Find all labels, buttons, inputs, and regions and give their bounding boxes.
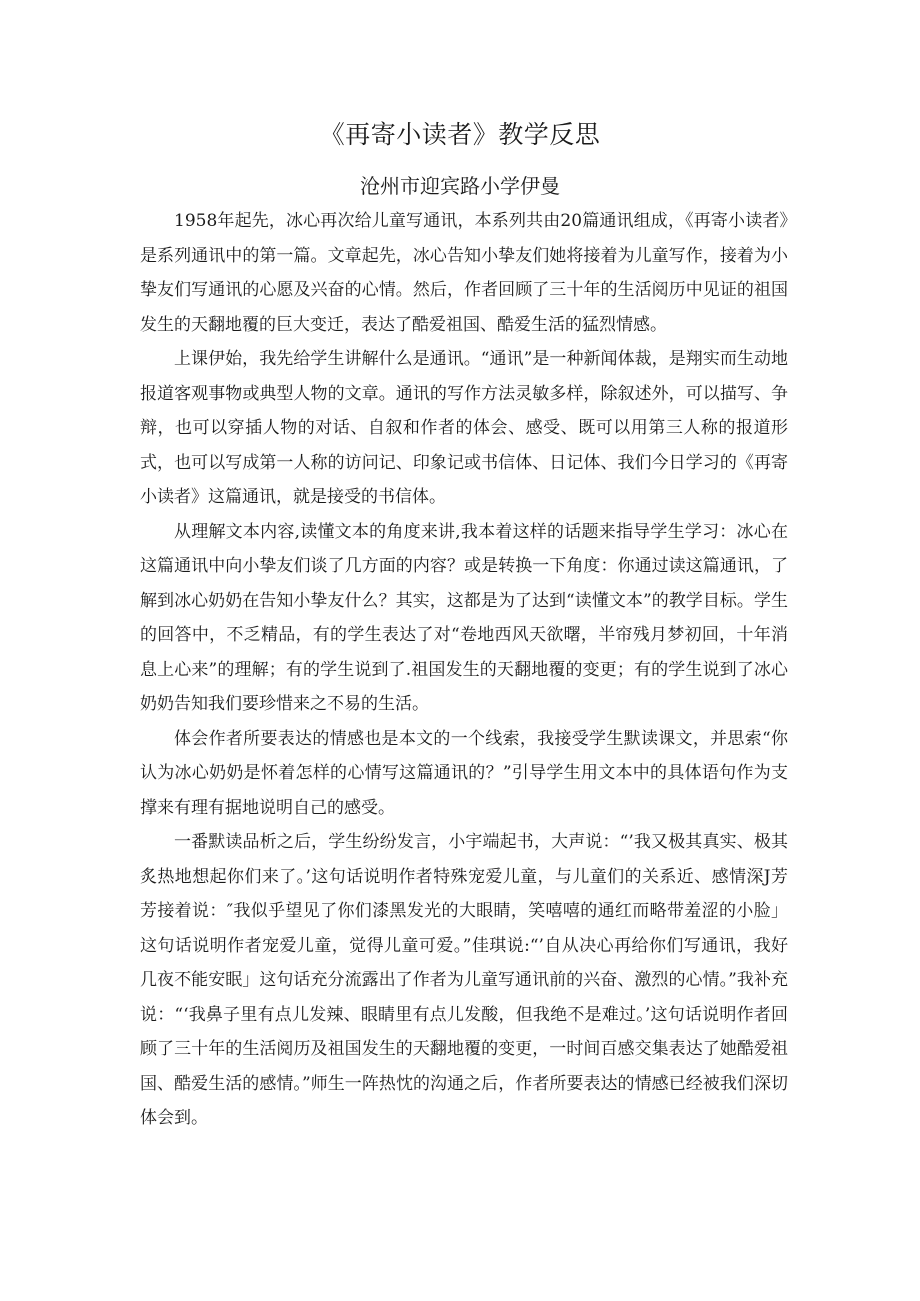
paragraph-intro: 1958年起先，冰心再次给儿童写通讯，本系列共由20篇通讯组成，《再寄小读者》是系列通讯中的第一篇。文章起先，冰心告知小挚友们她将接着为儿童写作，接着为小挚友们写通讯的心愿及兴奋的心情。然后，作者回顾了三十年的生活阅历中见证的祖国发生的天翻地覆的巨大变迁，表达了酷爱祖国、酷爱生活的猛烈情感。 <box>140 211 788 335</box>
document-title: 《再寄小读者》教学反思 <box>319 120 601 149</box>
paragraph-reading-text: 从理解文本内容,读懂文本的角度来讲,我本着这样的话题来指导学生学习：冰心在这篇通讯中向小挚友们谈了几方面的内容？或是转换一下角度：你通过读这篇通讯，了解到冰心奶奶在告知小挚友什么？其实，这都是为了达到“读懂文本”的教学目标。学生的回答中，不乏精品，有的学生表达了对“卷地西风天欲曙，半帘残月梦初回，十年消息上心来”的理解；有的学生说到了.祖国发生的天翻地覆的变更；有的学生说到了冰心奶奶告知我们要珍惜来之不易的生活。 <box>140 521 788 714</box>
document-body <box>140 204 788 1136</box>
paragraph-what-is-tongxun: 上课伊始，我先给学生讲解什么是通讯。“通讯”是一种新闻体裁，是翔实而生动地报道客观事物或典型人物的文章。通讯的写作方法灵敏多样，除叙述外，可以描写、争辩，也可以穿插人物的对话、自叙和作者的体会、感受、既可以用第三人称的报道形式，也可以写成第一人称的访问记、印象记或书信体、日记体、我们今日学习的《再寄小读者》这篇通讯，就是接受的书信体。 <box>140 349 788 507</box>
author-line: 沧州市迎宾路小学伊曼 <box>360 174 560 198</box>
paragraph-student-responses: 一番默读品析之后，学生纷纷发言，小宇端起书，大声说：“’我又极其真实、极其炙热地想起你们来了。’这句话说明作者特殊宠爱儿童，与儿童们的关系近、感情深J芳芳接着说：″我似乎望见了你们漆黑发光的大眼睛，笑嘻嘻的通红而略带羞涩的小脸」这句话说明作者宠爱儿童，觉得儿童可爱。”佳琪说:“’自从决心再给你们写通讯，我好几夜不能安眠」这句话充分流露出了作者为儿童写通讯前的兴奋、激烈的心情。”我补充说：“‘我鼻子里有点儿发辣、眼睛里有点儿发酸，但我绝不是难过。’这句话说明作者回顾了三十年的生活阅历及祖国发生的天翻地覆的变更，一时间百感交集表达了她酷爱祖国、酷爱生活的感情。”师生一阵热忱的沟通之后，作者所要表达的情感已经被我们深切体会到。 <box>140 832 788 1128</box>
paragraph-author-emotion: 体会作者所要表达的情感也是本文的一个线索，我接受学生默读课文，并思索“你认为冰心奶奶是怀着怎样的心情写这篇通讯的？”引导学生用文本中的具体语句作为支撑来有理有据地说明自己的感受。 <box>140 728 788 818</box>
